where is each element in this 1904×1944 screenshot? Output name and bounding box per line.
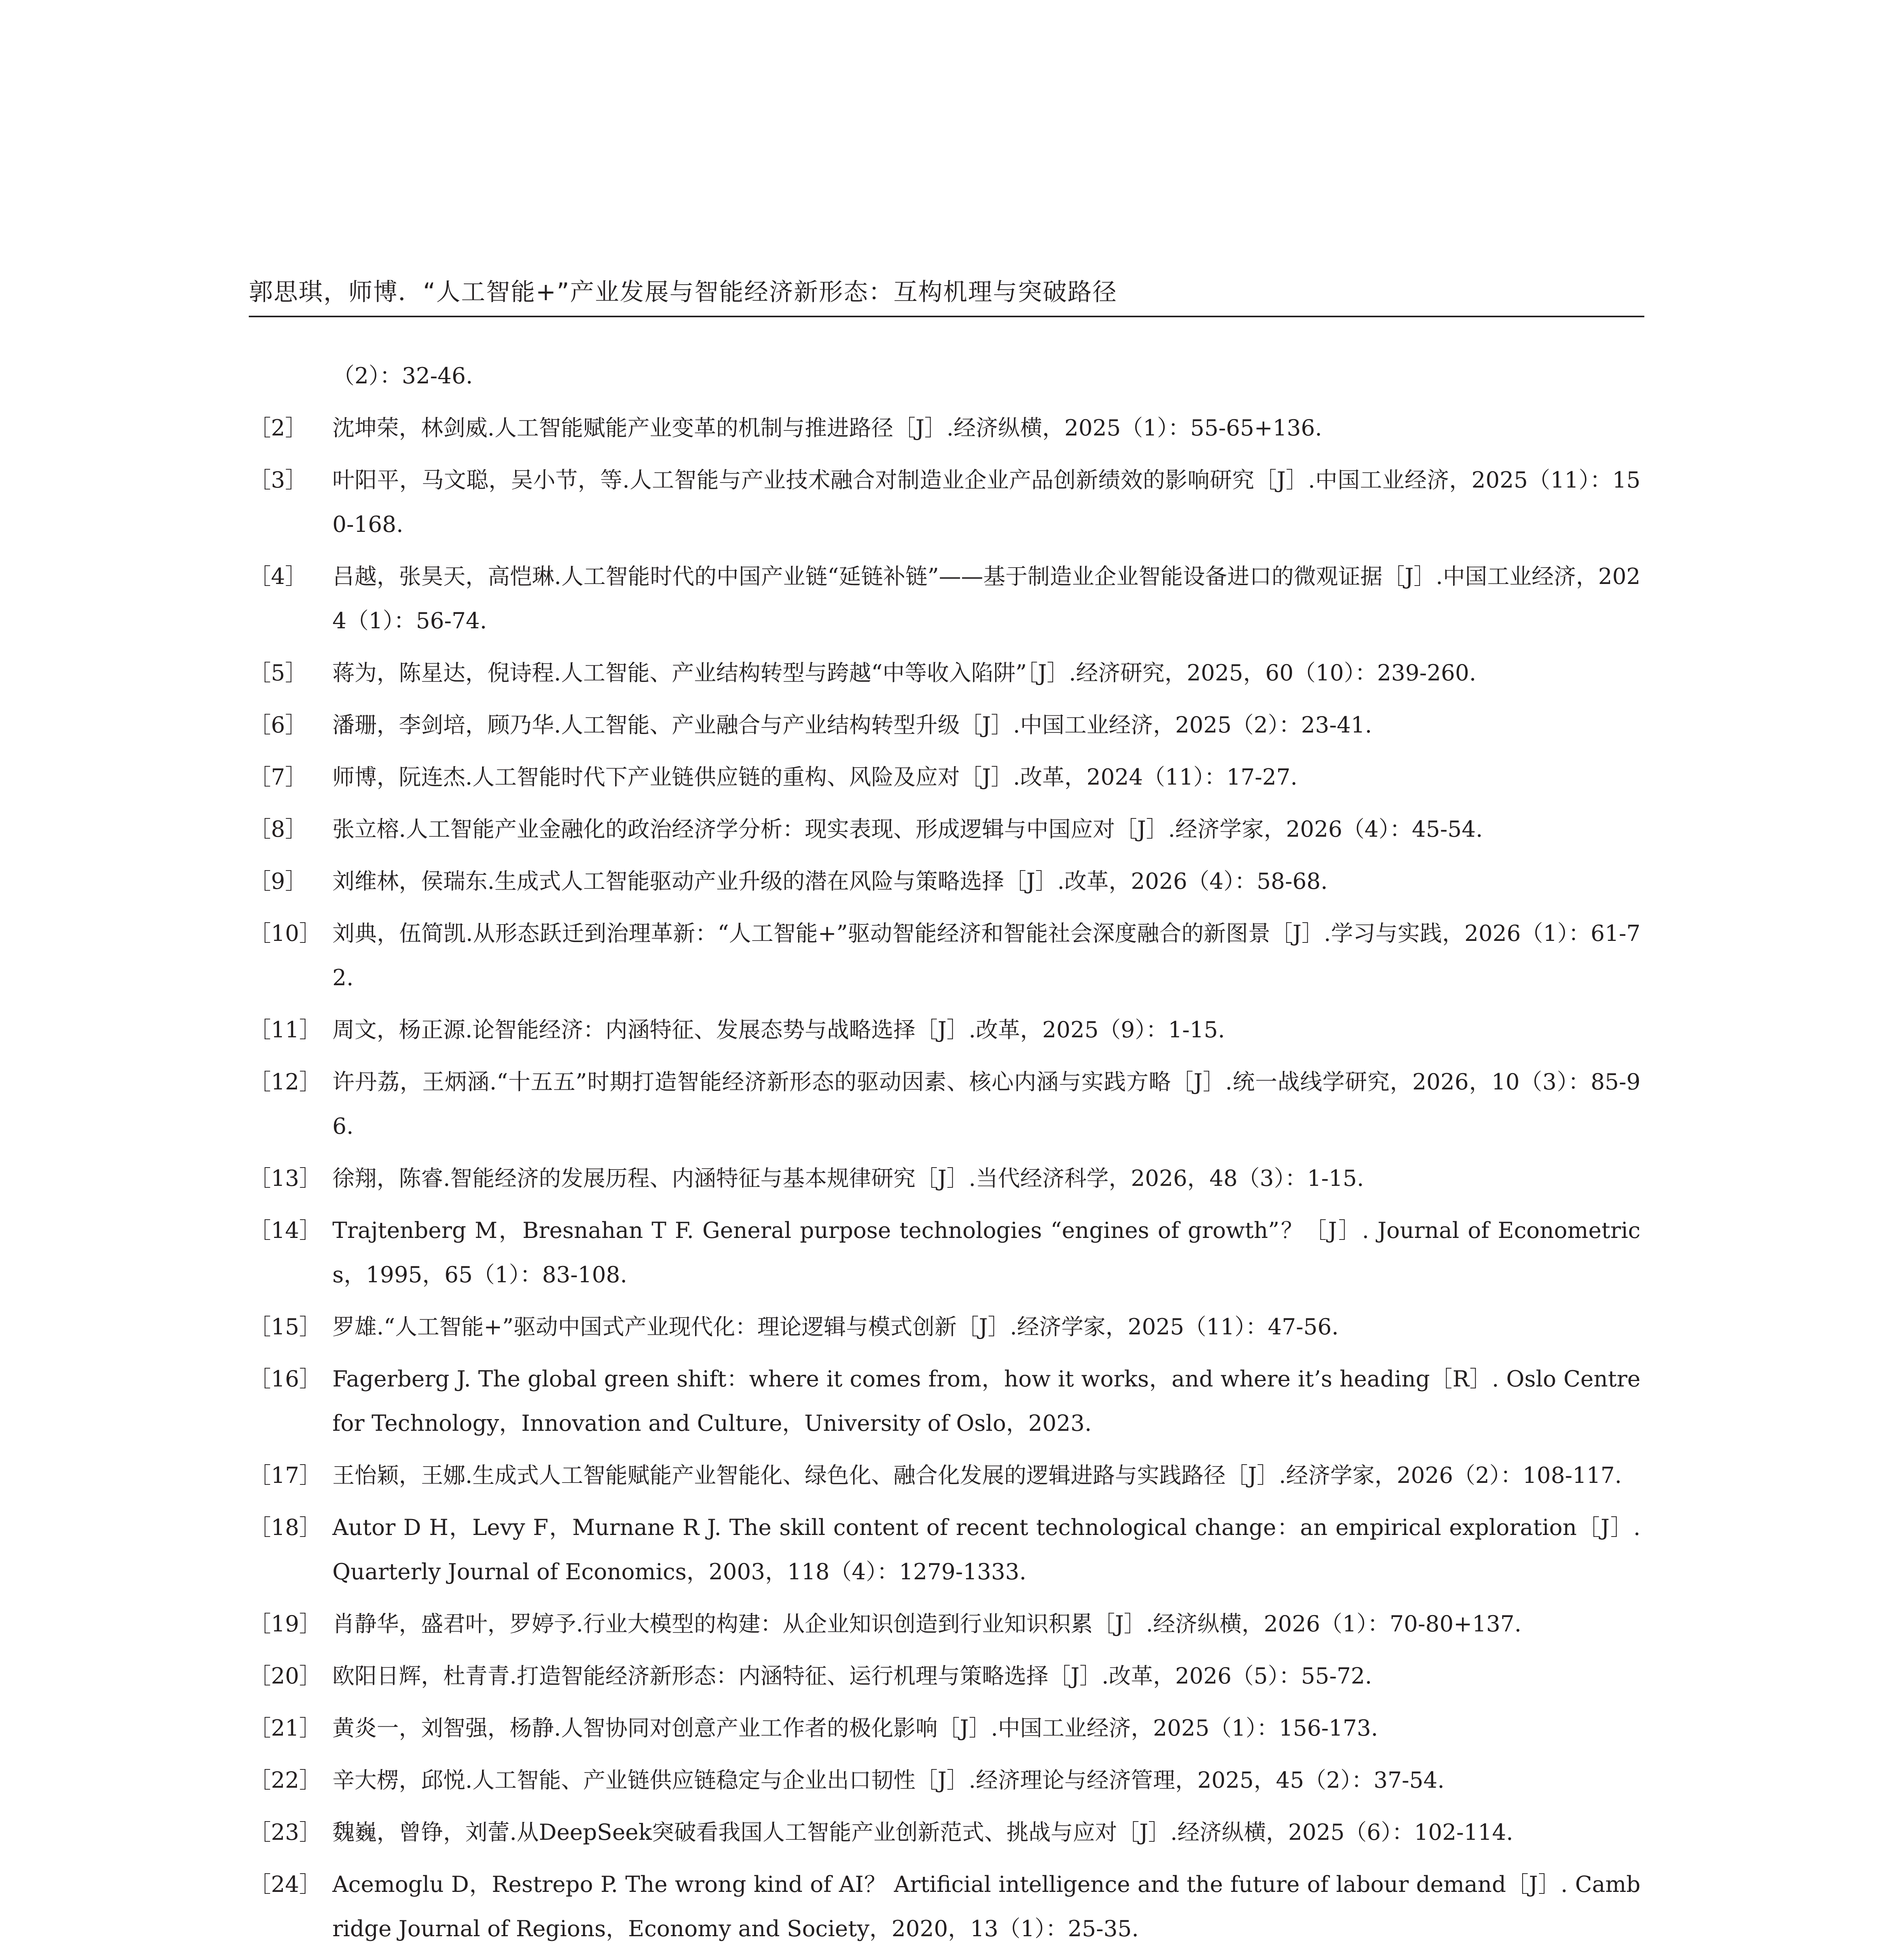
reference-item [0, 406, 1904, 450]
reference-text: 罗雄.“人工智能+”驱动中国式产业现代化：理论逻辑与模式创新［J］.经济学家，2025（11）：47-56. [332, 1314, 1339, 1340]
reference-text: 叶阳平，马文聪，吴小节，等.人工智能与产业技术融合对制造业企业产品创新绩效的影响研究［J］.中国工业经济，2025（11）：150-168. [332, 467, 1640, 537]
reference-text: 吕越，张昊天，高恺琳.人工智能时代的中国产业链“延链补链”——基于制造业企业智能设备进口的微观证据［J］.中国工业经济，2024（1）：56-74. [332, 564, 1640, 634]
reference-text: 蒋为，陈星达，倪诗程.人工智能、产业结构转型与跨越“中等收入陷阱”［J］.经济研究，2025，60（10）：239-260. [332, 660, 1476, 686]
reference-number: ［16］ [249, 1366, 321, 1392]
running-header: 郭思琪，师博．“人工智能+”产业发展与智能经济新形态：互构机理与突破路径 [249, 278, 1118, 306]
reference-text: 辛大楞，邱悦.人工智能、产业链供应链稳定与企业出口韧性［J］.经济理论与经济管理，2025，45（2）：37-54. [332, 1767, 1445, 1793]
reference-item [0, 1602, 1904, 1646]
reference-number: ［2］ [249, 415, 307, 441]
reference-item [0, 651, 1904, 695]
reference-item [0, 1008, 1904, 1052]
reference-item [0, 1305, 1904, 1349]
reference-number: ［20］ [249, 1663, 321, 1689]
reference-number: ［10］ [249, 921, 321, 946]
reference-item [0, 755, 1904, 799]
reference-text: 张立榕.人工智能产业金融化的政治经济学分析：现实表现、形成逻辑与中国应对［J］.经济学家，2026（4）：45-54. [332, 816, 1483, 842]
reference-item [0, 1810, 1904, 1855]
reference-text: 周文，杨正源.论智能经济：内涵特征、发展态势与战略选择［J］.改革，2025（9）：1-15. [332, 1017, 1225, 1043]
reference-item [0, 1654, 1904, 1698]
reference-number: ［23］ [249, 1820, 321, 1845]
reference-number: ［12］ [249, 1069, 321, 1095]
reference-number: ［5］ [249, 660, 307, 686]
reference-number: ［7］ [249, 764, 307, 790]
reference-number: ［18］ [249, 1515, 321, 1540]
reference-continuation [0, 354, 1904, 398]
reference-number: ［4］ [249, 564, 307, 589]
reference-item [0, 859, 1904, 904]
reference-text: 肖静华，盛君叶，罗婷予.行业大模型的构建：从企业知识创造到行业知识积累［J］.经济纵横，2026（1）：70-80+137. [332, 1611, 1521, 1637]
reference-number: ［15］ [249, 1314, 321, 1340]
reference-text: 欧阳日辉，杜青青.打造智能经济新形态：内涵特征、运行机理与策略选择［J］.改革，2026（5）：55-72. [332, 1663, 1372, 1689]
reference-text: Acemoglu D，Restrepo P. The wrong kind of AI？ Artificial intelligence and the future of labour demand［J］. Cambridge Journal of Regions，Economy and Society，2020，13（1）：25-35. [332, 1872, 1640, 1942]
reference-number: ［8］ [249, 816, 307, 842]
reference-item [0, 807, 1904, 851]
reference-text: 师博，阮连杰.人工智能时代下产业链供应链的重构、风险及应对［J］.改革，2024（11）：17-27. [332, 764, 1298, 790]
header-rule [249, 316, 1644, 317]
reference-item [0, 458, 1904, 547]
reference-item [0, 1862, 1904, 1944]
reference-item [0, 1156, 1904, 1201]
reference-item [0, 1060, 1904, 1149]
reference-text: 王怡颖，王娜.生成式人工智能赋能产业智能化、绿色化、融合化发展的逻辑进路与实践路径［J］.经济学家，2026（2）：108-117. [332, 1463, 1622, 1488]
reference-text: Autor D H，Levy F，Murnane R J. The skill content of recent technological change：an empirical exploration［J］. Quarterly Journal of Economics，2003，118（4）：1279-1333. [332, 1515, 1640, 1585]
reference-item [0, 1758, 1904, 1802]
reference-text: 潘珊，李剑培，顾乃华.人工智能、产业融合与产业结构转型升级［J］.中国工业经济，2025（2）：23-41. [332, 712, 1372, 738]
reference-text: Trajtenberg M，Bresnahan T F. General purpose technologies “engines of growth”？［J］. Journal of Econometrics，1995，65（1）：83-108. [332, 1218, 1640, 1288]
reference-item [0, 1505, 1904, 1594]
reference-number: ［17］ [249, 1463, 321, 1488]
reference-number: ［6］ [249, 712, 307, 738]
reference-number: ［22］ [249, 1767, 321, 1793]
reference-item [0, 1453, 1904, 1498]
reference-text: Fagerberg J. The global green shift：where it comes from，how it works，and where it’s heading［R］. Oslo Centre for Technology，Innovation and Culture，University of Oslo，2023. [332, 1366, 1640, 1436]
reference-list [0, 354, 1904, 1944]
reference-number: ［24］ [249, 1872, 321, 1897]
reference-item [0, 1357, 1904, 1446]
reference-text: 刘维林，侯瑞东.生成式人工智能驱动产业升级的潜在风险与策略选择［J］.改革，2026（4）：58-68. [332, 869, 1328, 894]
reference-number: ［13］ [249, 1166, 321, 1191]
reference-text: 刘典，伍简凯.从形态跃迁到治理革新：“人工智能+”驱动智能经济和智能社会深度融合的新图景［J］.学习与实践，2026（1）：61-72. [332, 921, 1640, 991]
reference-item [0, 1706, 1904, 1750]
reference-number: ［14］ [249, 1218, 321, 1243]
reference-continuation-text: （2）：32-46. [332, 363, 473, 389]
reference-text: 魏巍，曾铮，刘蕾.从DeepSeek突破看我国人工智能产业创新范式、挑战与应对［J］.经济纵横，2025（6）：102-114. [332, 1820, 1513, 1845]
reference-text: 许丹荔，王炳涵.“十五五”时期打造智能经济新形态的驱动因素、核心内涵与实践方略［J］.统一战线学研究，2026，10（3）：85-96. [332, 1069, 1640, 1139]
reference-item [0, 554, 1904, 643]
reference-text: 沈坤荣，林剑威.人工智能赋能产业变革的机制与推进路径［J］.经济纵横，2025（1）：55-65+136. [332, 415, 1322, 441]
reference-item [0, 1208, 1904, 1297]
reference-item [0, 911, 1904, 1000]
reference-text: 徐翔，陈睿.智能经济的发展历程、内涵特征与基本规律研究［J］.当代经济科学，2026，48（3）：1-15. [332, 1166, 1364, 1191]
reference-number: ［21］ [249, 1715, 321, 1741]
reference-number: ［11］ [249, 1017, 321, 1043]
reference-number: ［9］ [249, 869, 307, 894]
reference-item [0, 703, 1904, 747]
reference-number: ［19］ [249, 1611, 321, 1637]
reference-number: ［3］ [249, 467, 307, 493]
reference-text: 黄炎一，刘智强，杨静.人智协同对创意产业工作者的极化影响［J］.中国工业经济，2025（1）：156-173. [332, 1715, 1378, 1741]
